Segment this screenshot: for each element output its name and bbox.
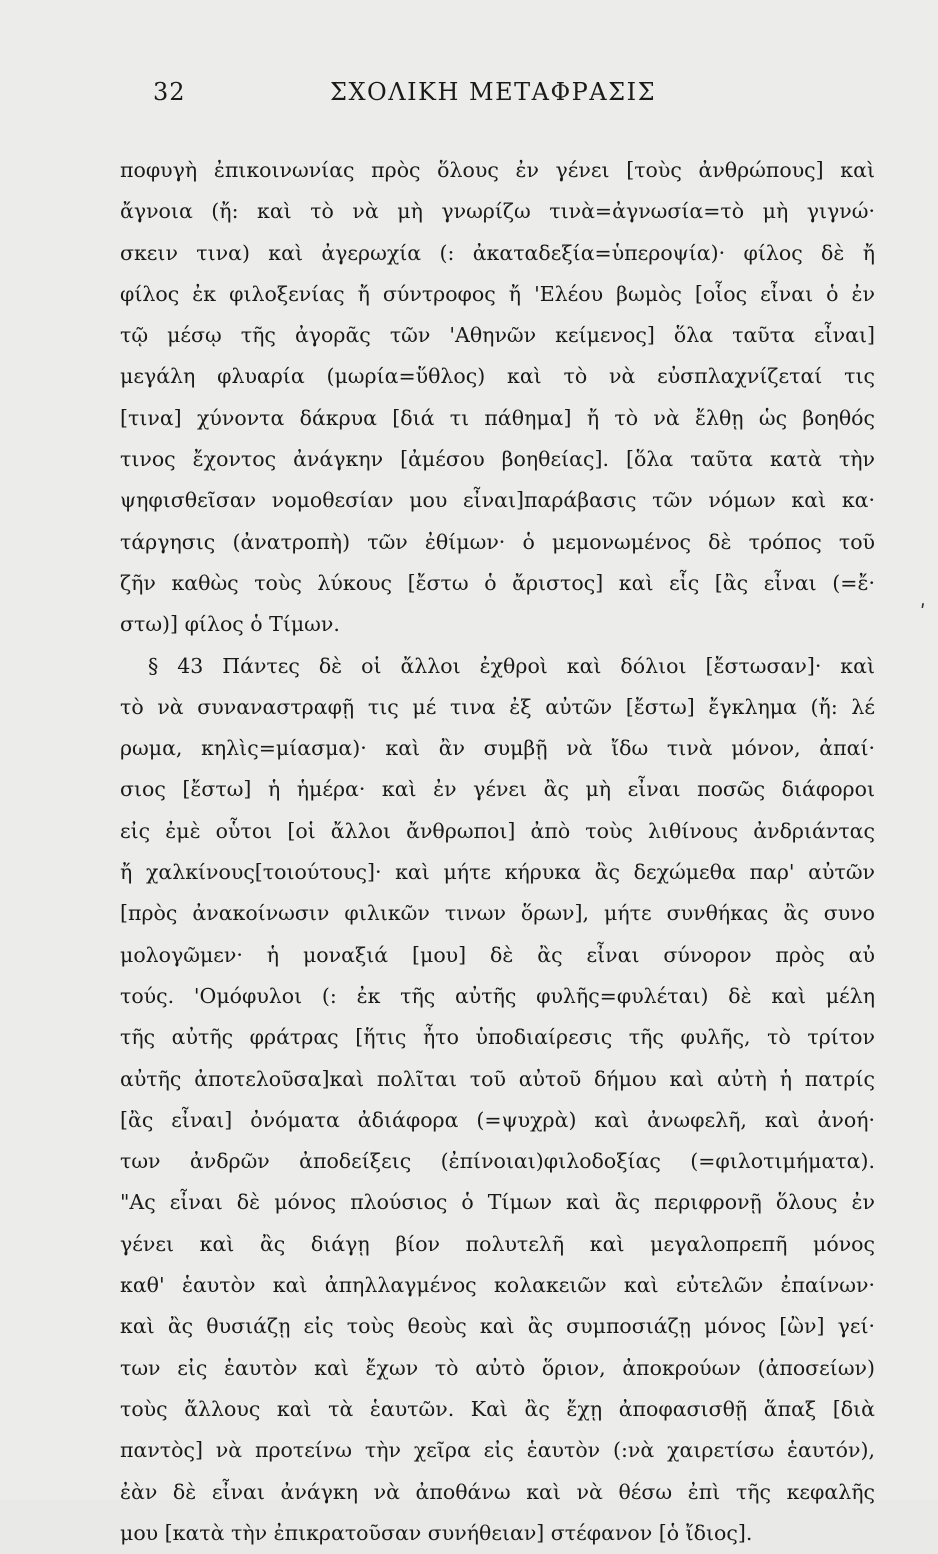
margin-mark-icon: ʹ: [920, 600, 926, 624]
page-header: [0, 78, 938, 118]
text-line: ψηφισθεῖσαν νομοθεσίαν μου εἶναι]παράβασις τῶν νόμων καὶ κα·: [120, 488, 875, 513]
text-line: μου [κατὰ τὴν ἐπικρατοῦσαν συνήθειαν] στέφανον [ὁ ἴδιος].: [120, 1520, 753, 1545]
text-line: τοὺς ἄλλους καὶ τὰ ἑαυτῶν. Καὶ ἂς ἔχῃ ἀποφασισθῇ ἅπαξ [διὰ: [120, 1396, 875, 1421]
text-line: [τινα] χύνοντα δάκρυα [διά τι πάθημα] ἤ τὸ νὰ ἔλθῃ ὡς βοηθός: [120, 405, 875, 430]
text-line: σκειν τινα) καὶ ἀγερωχία (: ἀκαταδεξία=ὑπεροψία)· φίλος δὲ ἤ: [120, 240, 875, 265]
page-body: [120, 150, 875, 1554]
text-line: σιος [ἔστω] ἡ ἡμέρα· καὶ ἐν γένει ἂς μὴ εἶναι ποσῶς διάφοροι: [120, 777, 875, 802]
text-line: αὐτῆς ἀποτελοῦσα]καὶ πολῖται τοῦ αὐτοῦ δήμου καὶ αὐτὴ ἡ πατρίς: [120, 1066, 875, 1091]
text-line: [πρὸς ἀνακοίνωσιν φιλικῶν τινων ὅρων], μήτε συνθήκας ἂς συνο: [120, 901, 875, 926]
section-43-start: § 43 Πάντες δὲ οἱ ἄλλοι ἐχθροὶ καὶ δόλιοι [ἔστωσαν]· καὶ: [148, 653, 875, 678]
text-line: τὸ νὰ συναναστραφῇ τις μέ τινα ἐξ αὐτῶν [ἔστω] ἔγκλημα (ἤ: λέ: [120, 694, 875, 719]
text-line: παντὸς] νὰ προτείνω τὴν χεῖρα εἰς ἑαυτὸν (:νὰ χαιρετίσω ἑαυτόν),: [120, 1438, 875, 1463]
text-line: μεγάλη φλυαρία (μωρία=ὕθλος) καὶ τὸ νὰ εὐσπλαχνίζεταί τις: [120, 364, 875, 389]
text-line: [ἂς εἶναι] ὀνόματα ἀδιάφορα (=ψυχρὰ) καὶ ἀνωφελῆ, καὶ ἀνοή·: [120, 1107, 875, 1132]
text-line: μολογῶμεν· ἡ μοναξιά [μου] δὲ ἂς εἶναι σύνορον πρὸς αὐ: [120, 942, 875, 967]
text-line: στω)] φίλος ὁ Τίμων.: [120, 612, 340, 637]
text-line: φίλος ἐκ φιλοξενίας ἤ σύντροφος ἤ 'Ελέου βωμὸς [οἷος εἶναι ὁ ἐν: [120, 281, 875, 306]
text-line: "Ας εἶναι δὲ μόνος πλούσιος ὁ Τίμων καὶ ἂς περιφρονῇ ὅλους ἐν: [120, 1190, 875, 1215]
text-line: γένει καὶ ἂς διάγῃ βίον πολυτελῆ καὶ μεγαλοπρεπῆ μόνος: [120, 1231, 875, 1256]
running-title: ΣΧΟΛΙΚΗ ΜΕΤΑΦΡΑΣΙΣ: [330, 78, 657, 106]
text-line: ρωμα, κηλὶς=μίασμα)· καὶ ἂν συμβῇ νὰ ἴδω τινὰ μόνον, ἀπαί·: [120, 736, 875, 761]
text-line: τινος ἔχοντος ἀνάγκην [ἀμέσου βοηθείας]. [ὅλα ταῦτα κατὰ τὴν: [120, 447, 875, 472]
page-number: 32: [153, 78, 186, 106]
text-line: τάργησις (ἀνατροπὴ) τῶν ἐθίμων· ὁ μεμονωμένος δὲ τρόπος τοῦ: [120, 529, 875, 554]
text-line: καθ' ἑαυτὸν καὶ ἀπηλλαγμένος κολακειῶν καὶ εὐτελῶν ἐπαίνων·: [120, 1273, 875, 1298]
text-line: ἤ χαλκίνους[τοιούτους]· καὶ μήτε κήρυκα ἂς δεχώμεθα παρ' αὐτῶν: [120, 860, 875, 885]
text-line: τῆς αὐτῆς φράτρας [ἥτις ἦτο ὑποδιαίρεσις τῆς φυλῆς, τὸ τρίτον: [120, 1025, 875, 1050]
text-line: ἄγνοια (ἤ: καὶ τὸ νὰ μὴ γνωρίζω τινὰ=ἀγνωσία=τὸ μὴ γιγνώ·: [120, 199, 875, 224]
text-line: τούς. 'Ομόφυλοι (: ἐκ τῆς αὐτῆς φυλῆς=φυλέται) δὲ καὶ μέλη: [120, 983, 875, 1008]
text-line: τῷ μέσῳ τῆς ἀγορᾶς τῶν 'Αθηνῶν κείμενος] ὅλα ταῦτα εἶναι]: [120, 323, 875, 348]
text-line: των εἰς ἑαυτὸν καὶ ἔχων τὸ αὐτὸ ὅριον, ἀποκρούων (ἀποσείων): [120, 1355, 875, 1380]
text-line: ποφυγὴ ἐπικοινωνίας πρὸς ὅλους ἐν γένει [τοὺς ἀνθρώπους] καὶ: [120, 158, 875, 182]
text-line: εἰς ἐμὲ οὗτοι [οἱ ἄλλοι ἄνθρωποι] ἀπὸ τοὺς λιθίνους ἀνδριάντας: [120, 818, 875, 843]
text-line: καὶ ἂς θυσιάζῃ εἰς τοὺς θεοὺς καὶ ἂς συμποσιάζῃ μόνος [ὢν] γεί·: [120, 1314, 875, 1339]
text-line: των ἀνδρῶν ἀποδείξεις (ἐπίνοιαι)φιλοδοξίας (=φιλοτιμήματα).: [120, 1149, 875, 1174]
text-line: ζῆν καθὼς τοὺς λύκους [ἔστω ὁ ἄριστος] καὶ εἷς [ἂς εἶναι (=ἔ·: [120, 570, 875, 595]
text-line: ἐὰν δὲ εἶναι ἀνάγκη νὰ ἀποθάνω καὶ νὰ θέσω ἐπὶ τῆς κεφαλῆς: [120, 1479, 875, 1504]
